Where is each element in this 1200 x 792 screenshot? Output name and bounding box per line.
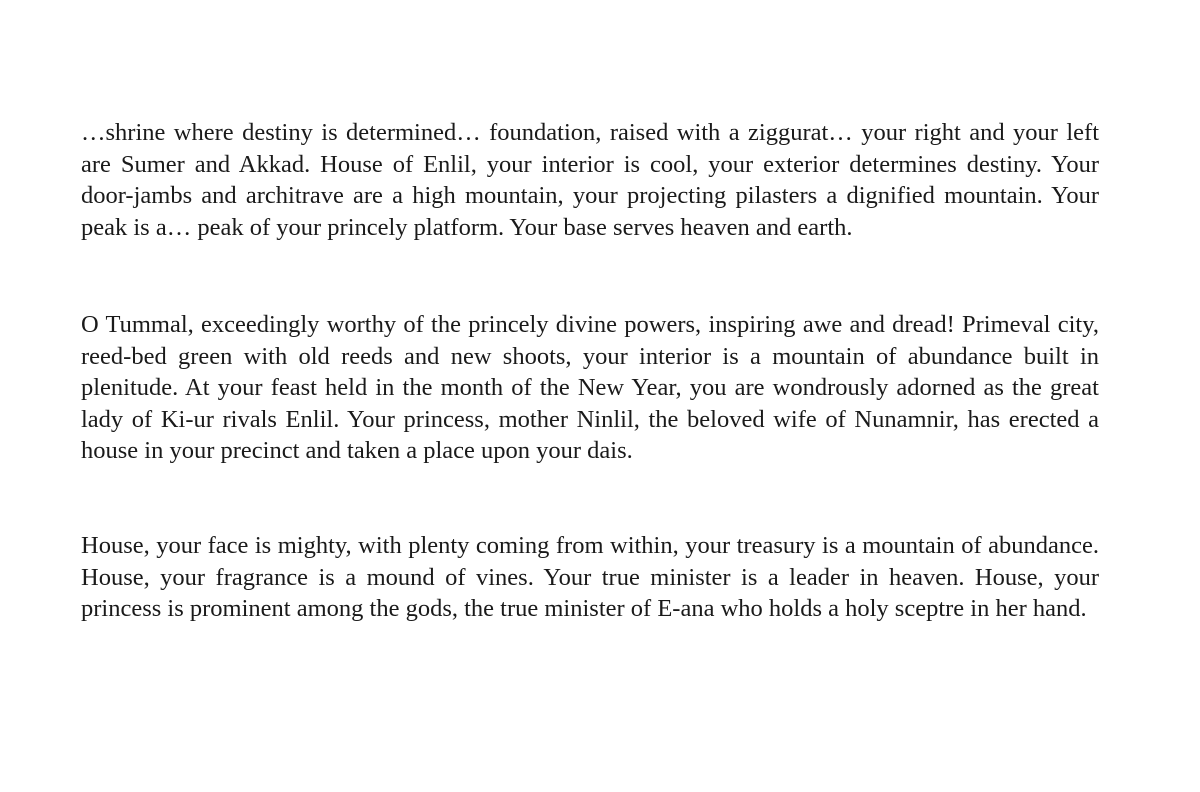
paragraph-house-face: House, your face is mighty, with plenty coming from within, your treasury is a mountain of abundance. House, your fragrance is a mound of vines. Your true minister is a leader in heaven. House, your princess is prominent among the gods, the true minister of E-ana who holds a holy sceptre in her hand. — [81, 532, 1099, 622]
paragraph-tummal: O Tummal, exceedingly worthy of the princely divine powers, inspiring awe and dread! Primeval city, reed-bed green with old reeds and new shoots, your interior is a mountain of abundance built in plenitude. At your feast held in the month of the New Year, you are wondrously adorned as the great lady of Ki-ur rivals Enlil. Your princess, mother Ninlil, the beloved wife of Nunamnir, has erected a house in your precinct and taken a place upon your dais. — [81, 311, 1099, 464]
paragraph-ekur-shrine: …shrine where destiny is determined… foundation, raised with a ziggurat… your right and your left are Sumer and Akkad. House of Enlil, your interior is cool, your exterior determines destiny. Your door-jambs and architrave are a high mountain, your projecting pilasters a dignified mountain. Your peak is a… peak of your princely platform. Your base serves heaven and earth. — [81, 119, 1099, 241]
